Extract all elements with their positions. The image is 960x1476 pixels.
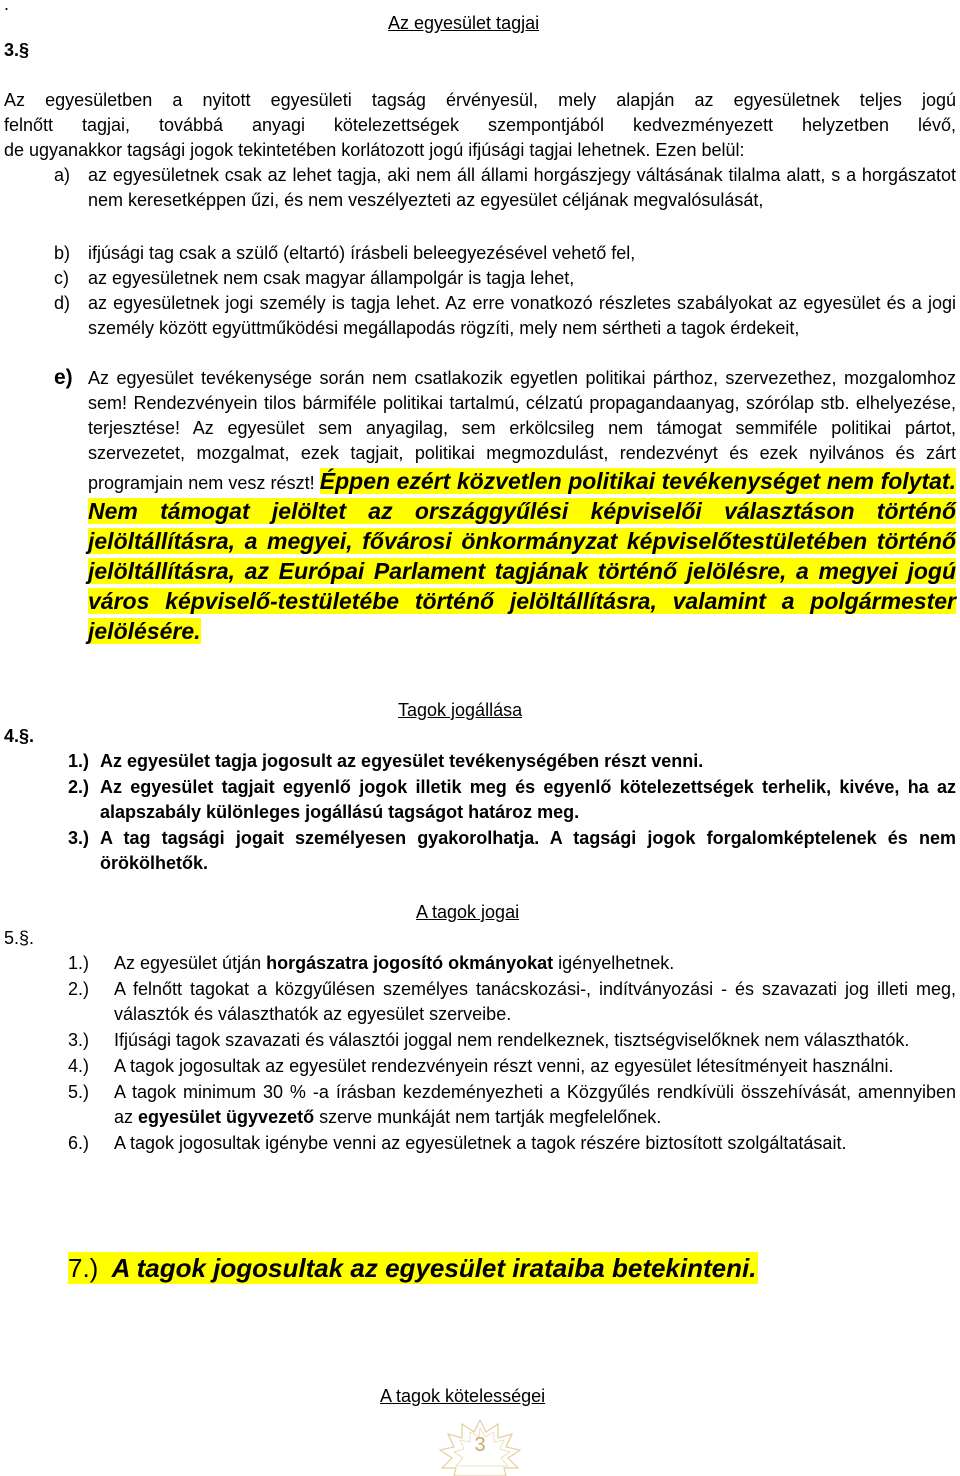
item-label: a)	[54, 165, 71, 185]
item-text-bold: egyesület ügyvezető	[138, 1107, 315, 1127]
item-text: A tagok jogosultak az egyesület irataiba betekinteni.	[111, 1253, 757, 1283]
list-item	[68, 951, 956, 976]
section-3-intro	[4, 88, 956, 163]
section-4-title: Tagok jogállása	[398, 700, 523, 720]
list-item	[68, 1054, 956, 1079]
list-item	[68, 775, 956, 825]
item-label: 4.)	[68, 1056, 90, 1076]
list-item	[54, 241, 956, 266]
item-label: 1.)	[68, 751, 90, 771]
item-text	[114, 1080, 956, 1130]
item-e-text: Az egyesület tevékenysége során nem csatlakozik egyetlen politikai párthoz, szervezethez, mozgalomhoz sem! Rendezvényein tilos bármiféle politikai tartalmú, célzatú propagandaanyag, szórólap stb. elhelyezése, terjesztése! Az egyesület sem anyagilag, sem erkölcsileg nem támogat semmiféle politikai pártot, szervezetet, mozgalmat, ezek tagjait, politikai megmozdulást, rendezvényt és ezek nyilvános és zárt programjain nem vesz részt!	[88, 368, 956, 493]
item-label: 7.)	[68, 1253, 99, 1283]
section-4-list	[68, 749, 956, 876]
item-label: 6.)	[68, 1133, 90, 1153]
list-item-e	[54, 366, 956, 646]
intro-line: de ugyanakkor tagsági jogok tekintetében korlátozott jogú ifjúsági tagjai lehetnek. Ezen belül:	[4, 140, 745, 160]
item-text: az egyesületnek nem csak magyar állampolgár is tagja lehet,	[88, 268, 575, 288]
item-label: 2.)	[68, 979, 90, 999]
item-text-pre: Az egyesület útján	[114, 953, 267, 973]
intro-line: Az egyesületben a nyitott egyesületi tagság érvényesül, mely alapján az egyesületnek teljes jogú	[4, 90, 956, 110]
item-label: b)	[54, 243, 71, 263]
item-text: ifjúsági tag csak a szülő (eltartó) írásbeli beleegyezésével vehető fel,	[88, 243, 636, 263]
list-item	[68, 749, 956, 774]
section-5-list	[68, 951, 956, 1156]
list-item	[68, 1131, 956, 1156]
page-number-badge	[434, 1418, 526, 1476]
item-text: az egyesületnek jogi személy is tagja lehet. Az erre vonatkozó részletes szabályokat az egyesület és a jogi személy között együttműködési megállapodás rögzíti, mely nem sértheti a tagok érdekeit,	[88, 293, 956, 338]
list-item-7	[68, 1252, 758, 1284]
list-item	[54, 291, 956, 366]
item-e-body	[88, 366, 956, 646]
list-item	[68, 1080, 956, 1130]
item-text-pre: A tagok minimum 30 % -a írásban kezdeményezheti a Közgyűlés rendkívüli összehívását, amennyiben az	[114, 1082, 956, 1127]
list-item	[68, 1028, 956, 1053]
item-text: A felnőtt tagokat a közgyűlésen személyes tanácskozási-, indítványozási - és szavazati jog illeti meg, választók és választhatók az egyesület szerveibe.	[114, 979, 956, 1024]
item-label: 3.)	[68, 1030, 90, 1050]
section-5-number: 5.§.	[4, 928, 35, 948]
list-item	[68, 826, 956, 876]
item-label: e)	[54, 366, 73, 389]
item-text-post: szerve munkáját nem tartják megfelelőnek.	[314, 1107, 662, 1127]
item-label: 5.)	[68, 1082, 90, 1102]
item-label: 2.)	[68, 777, 90, 797]
section-3-list	[54, 163, 956, 366]
item-text: az egyesületnek csak az lehet tagja, aki nem áll állami horgászjegy váltásának tilalma alatt, s a horgászatot nem keresetképpen űzi, és nem veszélyezteti az egyesület céljának megvalósulását,	[88, 165, 956, 210]
list-item	[54, 163, 956, 238]
intro-line: felnőtt tagjai, továbbá anyagi kötelezettségek szempontjából kedvezményezett helyzetben lévő,	[4, 115, 956, 135]
item-label: 3.)	[68, 828, 90, 848]
section-5-title: A tagok jogai	[416, 902, 520, 922]
item-text: Ifjúsági tagok szavazati és választói joggal nem rendelkeznek, tisztségviselőknek nem választhatók.	[114, 1030, 910, 1050]
page-dot: .	[4, 0, 10, 14]
list-item	[68, 977, 956, 1027]
page-number: 3	[474, 1434, 486, 1456]
item-text-post: igényelhetnek.	[553, 953, 675, 973]
section-4-number: 4.§.	[4, 726, 35, 746]
item-text: A tagok jogosultak az egyesület rendezvényein részt venni, az egyesület létesítményeit használni.	[114, 1056, 894, 1076]
item-text: Az egyesület tagja jogosult az egyesület tevékenységében részt venni.	[100, 751, 704, 771]
item-label: 1.)	[68, 953, 90, 973]
item-label: d)	[54, 293, 71, 313]
list-item	[54, 266, 956, 291]
item-text: A tag tagsági jogait személyesen gyakorolhatja. A tagsági jogok forgalomképtelenek és nem örökölhetők.	[100, 828, 956, 873]
item-text: A tagok jogosultak igénybe venni az egyesületnek a tagok részére biztosított szolgáltatásait.	[114, 1133, 847, 1153]
item-text-bold: horgászatra jogosító okmányokat	[266, 953, 554, 973]
section-3-number: 3.§	[4, 40, 30, 60]
item-e-highlight: Éppen ezért közvetlen politikai tevékenységet nem folytat. Nem támogat jelöltet az országgyűlési képviselői választáson történő jelöltállításra, a megyei, fővárosi önkormányzat képviselőtestületében történő jelöltállításra, az Európai Parlament tagjának történő jelölésre, a megyei jogú város képviselő-testületébe történő jelöltállításra, valamint a polgármester jelölésére.	[88, 468, 956, 644]
item-text: Az egyesület tagjait egyenlő jogok illetik meg és egyenlő kötelezettségek terhelik, kivéve, ha az alapszabály különleges jogállású tagságot határoz meg.	[100, 777, 956, 822]
item-text	[114, 951, 956, 976]
section-6-title: A tagok kötelességei	[380, 1386, 546, 1406]
item-label: c)	[54, 268, 69, 288]
section-3-title: Az egyesület tagjai	[388, 13, 540, 33]
